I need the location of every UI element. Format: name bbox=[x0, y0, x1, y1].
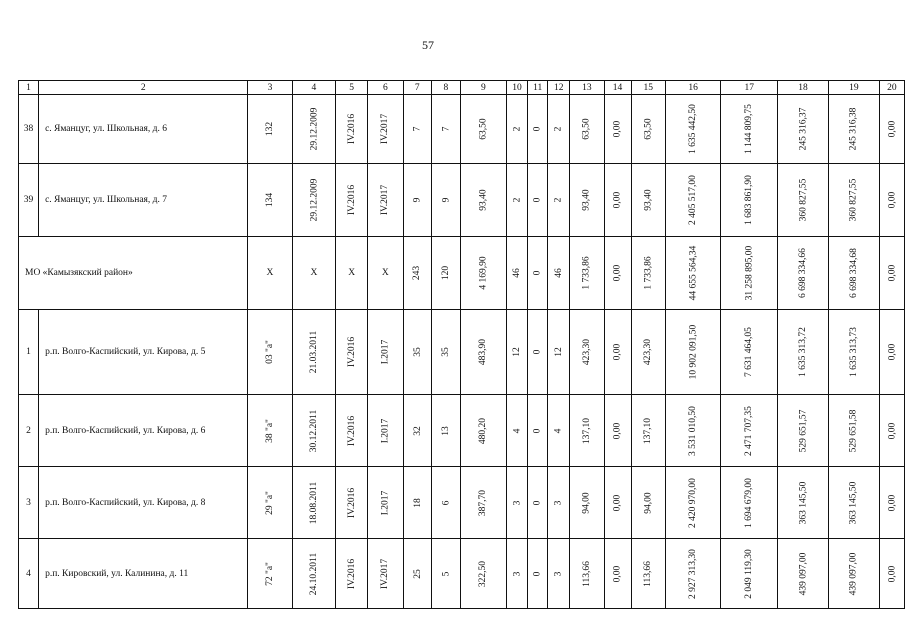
table-row bbox=[19, 164, 905, 237]
cell-value: 5 bbox=[440, 571, 451, 576]
cell-col-11 bbox=[528, 310, 548, 395]
cell-col-11 bbox=[528, 164, 548, 237]
cell-col-3 bbox=[248, 310, 292, 395]
cell-col-8 bbox=[431, 164, 460, 237]
cell-value: 1 635 313,72 bbox=[797, 327, 808, 377]
cell-col-3 bbox=[248, 237, 292, 310]
cell-col-13 bbox=[570, 395, 604, 467]
cell-col-6 bbox=[367, 395, 403, 467]
cell-value: 0,00 bbox=[612, 565, 623, 582]
cell-col-14 bbox=[604, 164, 631, 237]
cell-value: 0,00 bbox=[886, 264, 897, 282]
cell-col-18 bbox=[778, 95, 829, 164]
cell-value: 44 655 564,34 bbox=[688, 245, 699, 301]
header-cell: 4 bbox=[292, 81, 336, 95]
cell-col-8 bbox=[431, 237, 460, 310]
cell-value: 35 bbox=[440, 347, 451, 357]
cell-col-8 bbox=[431, 395, 460, 467]
cell-col-6 bbox=[367, 467, 403, 539]
cell-col-13 bbox=[570, 539, 604, 609]
cell-col-6 bbox=[367, 539, 403, 609]
cell-col-6 bbox=[367, 95, 403, 164]
cell-col-15 bbox=[631, 164, 665, 237]
cell-col-10 bbox=[506, 395, 527, 467]
cell-col-12 bbox=[548, 237, 570, 310]
cell-value: 0 bbox=[532, 126, 543, 132]
header-cell: 10 bbox=[506, 81, 527, 95]
header-cell: 8 bbox=[431, 81, 460, 95]
cell-value: 38 "а" bbox=[264, 418, 275, 443]
cell-col-7 bbox=[403, 164, 431, 237]
cell-col-5 bbox=[336, 164, 368, 237]
cell-value: 0,00 bbox=[612, 191, 623, 209]
cell-value: 2 927 313,30 bbox=[688, 548, 699, 599]
cell-value: 0,00 bbox=[886, 565, 897, 582]
cell-value: 0,00 bbox=[612, 494, 623, 511]
cell-value: 12 bbox=[553, 347, 564, 357]
cell-value: IV.2016 bbox=[346, 113, 357, 145]
cell-col-5 bbox=[336, 237, 368, 310]
header-cell: 7 bbox=[403, 81, 431, 95]
cell-col-14 bbox=[604, 539, 631, 609]
cell-col-19 bbox=[828, 467, 879, 539]
cell-value: 13 bbox=[440, 425, 451, 436]
cell-value: I.2017 bbox=[380, 418, 391, 443]
cell-value: 63,50 bbox=[478, 118, 489, 140]
cell-col-3 bbox=[248, 467, 292, 539]
cell-col-10 bbox=[506, 310, 527, 395]
cell-col-11 bbox=[528, 395, 548, 467]
cell-value: 18.08.2011 bbox=[308, 481, 319, 524]
cell-value: 29.12.2009 bbox=[308, 107, 319, 151]
cell-col-14 bbox=[604, 467, 631, 539]
cell-value: 3 bbox=[553, 500, 564, 505]
cell-col-16 bbox=[665, 395, 721, 467]
cell-value: 7 bbox=[412, 126, 423, 132]
cell-col-5 bbox=[336, 310, 368, 395]
cell-col-16 bbox=[665, 467, 721, 539]
cell-value: 25 bbox=[412, 568, 423, 579]
cell-value: 0 bbox=[532, 428, 543, 433]
cell-col-6 bbox=[367, 164, 403, 237]
row-number: 3 bbox=[19, 467, 39, 539]
cell-value: 423,30 bbox=[581, 338, 592, 366]
cell-col-9 bbox=[460, 395, 506, 467]
cell-col-4 bbox=[292, 164, 336, 237]
cell-value: 12 bbox=[512, 347, 523, 357]
page-number: 57 bbox=[422, 38, 434, 52]
cell-col-17 bbox=[721, 164, 778, 237]
cell-value: IV.2016 bbox=[346, 184, 357, 216]
cell-col-13 bbox=[570, 310, 604, 395]
cell-value: 94,00 bbox=[643, 491, 654, 514]
address-cell: р.п. Кировский, ул. Калинина, д. 11 bbox=[39, 539, 248, 609]
cell-value: IV.2016 bbox=[346, 415, 357, 446]
cell-col-12 bbox=[548, 310, 570, 395]
cell-col-9 bbox=[460, 539, 506, 609]
cell-value: 480,20 bbox=[478, 417, 489, 444]
cell-col-13 bbox=[570, 237, 604, 310]
cell-col-17 bbox=[721, 467, 778, 539]
cell-value: 93,40 bbox=[581, 189, 592, 211]
cell-col-13 bbox=[570, 95, 604, 164]
cell-value: 387,70 bbox=[478, 489, 489, 516]
cell-value: 63,50 bbox=[581, 118, 592, 140]
cell-col-19 bbox=[828, 95, 879, 164]
header-cell: 2 bbox=[39, 81, 248, 95]
table-row bbox=[19, 539, 905, 609]
cell-col-10 bbox=[506, 467, 527, 539]
header-cell: 17 bbox=[721, 81, 778, 95]
cell-col-17 bbox=[721, 310, 778, 395]
cell-col-6 bbox=[367, 310, 403, 395]
header-cell: 1 bbox=[19, 81, 39, 95]
cell-value: 363 145,50 bbox=[797, 481, 808, 524]
header-cell: 16 bbox=[665, 81, 721, 95]
cell-value: 439 097,00 bbox=[848, 552, 859, 595]
cell-col-15 bbox=[631, 237, 665, 310]
cell-value: 0,00 bbox=[612, 343, 623, 361]
cell-col-5 bbox=[336, 95, 368, 164]
cell-col-20 bbox=[879, 237, 904, 310]
cell-col-13 bbox=[570, 164, 604, 237]
address-cell: р.п. Волго-Каспийский, ул. Кирова, д. 5 bbox=[39, 310, 248, 395]
row-number: 39 bbox=[19, 164, 39, 237]
cell-value: 529 651,57 bbox=[797, 409, 808, 452]
cell-value: 2 405 517,00 bbox=[688, 175, 699, 225]
cell-col-7 bbox=[403, 467, 431, 539]
cell-col-7 bbox=[403, 237, 431, 310]
table-row bbox=[19, 310, 905, 395]
header-cell: 18 bbox=[778, 81, 829, 95]
cell-col-9 bbox=[460, 467, 506, 539]
cell-value: 0,00 bbox=[886, 494, 897, 511]
cell-value: Х bbox=[310, 268, 318, 278]
cell-col-4 bbox=[292, 395, 336, 467]
cell-col-17 bbox=[721, 237, 778, 310]
cell-value: 0 bbox=[532, 500, 543, 505]
cell-value: IV.2016 bbox=[346, 336, 357, 368]
cell-value: 31 258 895,00 bbox=[744, 245, 755, 301]
cell-value: 1 694 679,00 bbox=[744, 477, 755, 528]
cell-col-19 bbox=[828, 395, 879, 467]
cell-col-20 bbox=[879, 310, 904, 395]
cell-value: 0,00 bbox=[886, 120, 897, 138]
cell-value: 0,00 bbox=[886, 422, 897, 439]
cell-value: 2 420 970,00 bbox=[688, 477, 699, 528]
cell-value: 3 bbox=[553, 571, 564, 576]
cell-col-4 bbox=[292, 539, 336, 609]
cell-col-4 bbox=[292, 95, 336, 164]
cell-col-14 bbox=[604, 237, 631, 310]
cell-value: 3 531 010,50 bbox=[688, 405, 699, 456]
cell-value: I.2017 bbox=[380, 490, 391, 515]
housing-program-table bbox=[18, 80, 905, 609]
cell-col-5 bbox=[336, 539, 368, 609]
cell-value: 113,66 bbox=[643, 560, 654, 587]
cell-value: 1 635 442,50 bbox=[688, 104, 699, 154]
cell-value: 0,00 bbox=[612, 422, 623, 439]
cell-value: 29 "а" bbox=[264, 490, 275, 515]
address-cell: с. Яманцуг, ул. Школьная, д. 6 bbox=[39, 95, 248, 164]
cell-value: 363 145,50 bbox=[848, 481, 859, 524]
cell-value: 32 bbox=[412, 425, 423, 436]
cell-col-10 bbox=[506, 164, 527, 237]
cell-col-10 bbox=[506, 237, 527, 310]
header-cell: 5 bbox=[336, 81, 368, 95]
cell-col-16 bbox=[665, 539, 721, 609]
cell-value: IV.2016 bbox=[346, 487, 357, 518]
cell-col-9 bbox=[460, 237, 506, 310]
cell-col-20 bbox=[879, 467, 904, 539]
cell-col-14 bbox=[604, 395, 631, 467]
cell-value: 243 bbox=[412, 265, 423, 281]
cell-value: 439 097,00 bbox=[797, 552, 808, 595]
cell-col-7 bbox=[403, 95, 431, 164]
cell-value: 4 bbox=[553, 428, 564, 433]
cell-col-12 bbox=[548, 395, 570, 467]
cell-value: 0,00 bbox=[612, 120, 623, 138]
cell-col-20 bbox=[879, 95, 904, 164]
cell-col-10 bbox=[506, 539, 527, 609]
cell-value: 29.12.2009 bbox=[308, 178, 319, 222]
cell-value: 245 316,37 bbox=[797, 107, 808, 151]
cell-col-18 bbox=[778, 310, 829, 395]
cell-col-9 bbox=[460, 310, 506, 395]
cell-value: IV.2017 bbox=[380, 113, 391, 145]
cell-col-16 bbox=[665, 310, 721, 395]
cell-value: 529 651,58 bbox=[848, 409, 859, 452]
cell-col-18 bbox=[778, 164, 829, 237]
cell-col-3 bbox=[248, 95, 292, 164]
cell-value: 46 bbox=[512, 268, 523, 278]
cell-col-11 bbox=[528, 467, 548, 539]
cell-col-16 bbox=[665, 164, 721, 237]
cell-col-19 bbox=[828, 237, 879, 310]
cell-col-20 bbox=[879, 395, 904, 467]
header-cell: 3 bbox=[248, 81, 292, 95]
cell-value: IV.2016 bbox=[346, 558, 357, 589]
cell-value: 2 471 707,35 bbox=[744, 405, 755, 456]
cell-col-11 bbox=[528, 95, 548, 164]
cell-value: 03 "а" bbox=[264, 340, 275, 364]
cell-value: 113,66 bbox=[581, 560, 592, 587]
header-cell: 19 bbox=[828, 81, 879, 95]
district-total-label: МО «Камызякский район» bbox=[19, 237, 248, 310]
cell-col-20 bbox=[879, 539, 904, 609]
cell-value: 6 698 334,66 bbox=[797, 248, 808, 298]
cell-value: IV.2017 bbox=[380, 184, 391, 216]
cell-col-4 bbox=[292, 467, 336, 539]
cell-value: 137,10 bbox=[581, 417, 592, 444]
cell-value: 120 bbox=[440, 265, 451, 281]
header-cell: 12 bbox=[548, 81, 570, 95]
cell-value: Х bbox=[348, 268, 356, 278]
cell-col-17 bbox=[721, 539, 778, 609]
header-row bbox=[19, 81, 905, 95]
cell-value: 3 bbox=[512, 571, 523, 576]
cell-col-18 bbox=[778, 467, 829, 539]
cell-value: 245 316,38 bbox=[848, 107, 859, 151]
cell-col-18 bbox=[778, 395, 829, 467]
cell-value: 1 144 809,75 bbox=[744, 104, 755, 154]
cell-value: 0 bbox=[532, 197, 543, 203]
cell-col-14 bbox=[604, 95, 631, 164]
cell-col-12 bbox=[548, 95, 570, 164]
cell-value: 93,40 bbox=[478, 189, 489, 211]
cell-col-17 bbox=[721, 395, 778, 467]
cell-col-3 bbox=[248, 539, 292, 609]
cell-col-16 bbox=[665, 95, 721, 164]
table-row bbox=[19, 395, 905, 467]
cell-value: I.2017 bbox=[380, 339, 391, 365]
header-cell: 13 bbox=[570, 81, 604, 95]
cell-value: 9 bbox=[440, 197, 451, 203]
cell-col-18 bbox=[778, 237, 829, 310]
cell-value: 7 bbox=[440, 126, 451, 132]
header-cell: 6 bbox=[367, 81, 403, 95]
cell-col-15 bbox=[631, 467, 665, 539]
row-number: 1 bbox=[19, 310, 39, 395]
cell-col-13 bbox=[570, 467, 604, 539]
header-cell: 20 bbox=[879, 81, 904, 95]
cell-value: 18 bbox=[412, 497, 423, 508]
cell-value: 483,90 bbox=[478, 338, 489, 366]
cell-value: 423,30 bbox=[643, 338, 654, 366]
cell-col-11 bbox=[528, 237, 548, 310]
cell-value: Х bbox=[381, 268, 389, 278]
cell-value: 0,00 bbox=[886, 191, 897, 209]
cell-value: 2 bbox=[512, 197, 523, 203]
row-number: 38 bbox=[19, 95, 39, 164]
cell-col-10 bbox=[506, 95, 527, 164]
cell-col-12 bbox=[548, 164, 570, 237]
cell-col-5 bbox=[336, 395, 368, 467]
cell-col-18 bbox=[778, 539, 829, 609]
cell-value: 3 bbox=[512, 500, 523, 505]
cell-value: 0 bbox=[532, 270, 543, 276]
cell-value: 1 733,86 bbox=[581, 256, 592, 290]
cell-col-9 bbox=[460, 164, 506, 237]
cell-col-15 bbox=[631, 539, 665, 609]
cell-value: 63,50 bbox=[643, 118, 654, 140]
cell-value: 4 169,90 bbox=[478, 256, 489, 290]
cell-col-11 bbox=[528, 539, 548, 609]
cell-col-15 bbox=[631, 395, 665, 467]
cell-col-19 bbox=[828, 164, 879, 237]
cell-value: 10 902 091,50 bbox=[688, 324, 699, 380]
cell-col-5 bbox=[336, 467, 368, 539]
cell-col-14 bbox=[604, 310, 631, 395]
cell-col-12 bbox=[548, 467, 570, 539]
cell-col-19 bbox=[828, 310, 879, 395]
cell-col-3 bbox=[248, 164, 292, 237]
table-row bbox=[19, 467, 905, 539]
cell-col-16 bbox=[665, 237, 721, 310]
cell-value: 0 bbox=[532, 349, 543, 355]
address-cell: р.п. Волго-Каспийский, ул. Кирова, д. 8 bbox=[39, 467, 248, 539]
cell-col-8 bbox=[431, 310, 460, 395]
cell-col-4 bbox=[292, 310, 336, 395]
cell-value: 322,50 bbox=[478, 560, 489, 587]
cell-value: 9 bbox=[412, 197, 423, 203]
cell-col-15 bbox=[631, 310, 665, 395]
cell-value: 1 635 313,73 bbox=[848, 327, 859, 377]
cell-value: 360 827,55 bbox=[797, 178, 808, 222]
cell-col-8 bbox=[431, 467, 460, 539]
table-row bbox=[19, 237, 905, 310]
cell-col-7 bbox=[403, 395, 431, 467]
cell-col-20 bbox=[879, 164, 904, 237]
cell-value: 4 bbox=[512, 428, 523, 433]
cell-value: 30.12.2011 bbox=[308, 409, 319, 452]
cell-col-7 bbox=[403, 539, 431, 609]
cell-value: 21.03.2011 bbox=[308, 330, 319, 374]
cell-value: 7 631 464,05 bbox=[744, 327, 755, 377]
cell-col-12 bbox=[548, 539, 570, 609]
address-cell: с. Яманцуг, ул. Школьная, д. 7 bbox=[39, 164, 248, 237]
cell-col-4 bbox=[292, 237, 336, 310]
cell-value: 35 bbox=[412, 347, 423, 357]
cell-value: 360 827,55 bbox=[848, 178, 859, 222]
address-cell: р.п. Волго-Каспийский, ул. Кирова, д. 6 bbox=[39, 395, 248, 467]
row-number: 4 bbox=[19, 539, 39, 609]
cell-value: IV.2017 bbox=[380, 558, 391, 589]
cell-value: 94,00 bbox=[581, 491, 592, 514]
row-number: 2 bbox=[19, 395, 39, 467]
cell-value: 1 683 861,90 bbox=[744, 175, 755, 225]
header-cell: 11 bbox=[528, 81, 548, 95]
header-cell: 15 bbox=[631, 81, 665, 95]
cell-value: 2 bbox=[512, 126, 523, 132]
cell-col-9 bbox=[460, 95, 506, 164]
header-cell: 14 bbox=[604, 81, 631, 95]
cell-col-17 bbox=[721, 95, 778, 164]
table-row bbox=[19, 95, 905, 164]
cell-value: 2 bbox=[553, 126, 564, 132]
cell-value: 0,00 bbox=[612, 264, 623, 282]
cell-value: 1 733,86 bbox=[643, 256, 654, 290]
cell-value: 132 bbox=[264, 121, 275, 137]
cell-value: 0,00 bbox=[886, 343, 897, 361]
cell-col-8 bbox=[431, 95, 460, 164]
cell-value: 72 "а" bbox=[264, 561, 275, 586]
cell-value: Х bbox=[266, 268, 274, 278]
cell-value: 134 bbox=[264, 192, 275, 208]
cell-col-19 bbox=[828, 539, 879, 609]
cell-col-8 bbox=[431, 539, 460, 609]
cell-value: 137,10 bbox=[643, 417, 654, 444]
cell-value: 93,40 bbox=[643, 189, 654, 211]
cell-value: 46 bbox=[553, 268, 564, 278]
cell-col-3 bbox=[248, 395, 292, 467]
header-cell: 9 bbox=[460, 81, 506, 95]
cell-value: 6 bbox=[440, 500, 451, 505]
cell-value: 0 bbox=[532, 571, 543, 576]
cell-value: 2 049 119,30 bbox=[744, 548, 755, 599]
cell-col-15 bbox=[631, 95, 665, 164]
cell-value: 2 bbox=[553, 197, 564, 203]
cell-col-6 bbox=[367, 237, 403, 310]
cell-col-7 bbox=[403, 310, 431, 395]
cell-value: 6 698 334,68 bbox=[848, 248, 859, 298]
cell-value: 24.10.2011 bbox=[308, 552, 319, 595]
